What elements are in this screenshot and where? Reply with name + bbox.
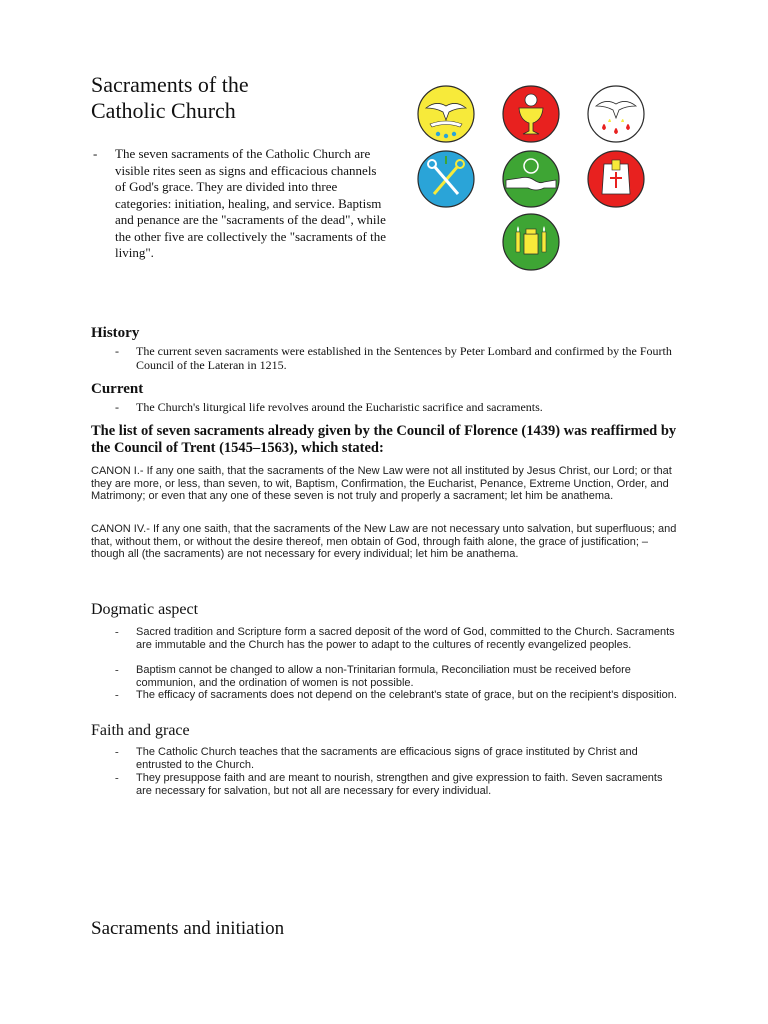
council-heading: The list of seven sacraments already given by the Council of Florence (1439) was reaffirmed by the Council of Trent (1545–1563), which stated: bbox=[91, 423, 677, 456]
faith-heading: Faith and grace bbox=[91, 722, 190, 739]
dove-with-water-emblem bbox=[418, 86, 474, 142]
bullet-dash: - bbox=[115, 772, 119, 784]
current-item-text: The Church's liturgical life revolves around the Eucharistic sacrifice and sacraments. bbox=[136, 400, 543, 414]
crossed-keys-emblem bbox=[418, 151, 474, 207]
bullet-dash: - bbox=[115, 626, 119, 638]
dogmatic-item-text: Baptism cannot be changed to allow a non-Trinitarian formula, Reconciliation must be received before communion, and the ordination of women is not possible. bbox=[136, 664, 631, 689]
canon-i-paragraph: CANON I.- If any one saith, that the sacraments of the New Law were not all instituted by Jesus Christ, our Lord; or that they are more, or less, than seven, to wit, Baptism, Confirmation, the Eucharist, Penance, Extreme Unction, Order, and Matrimony; or even that any one of these seven is not truly and properly a sacrament; let him be anathema. bbox=[91, 465, 672, 503]
faith-item-text: The Catholic Church teaches that the sacraments are efficacious signs of grace instituted by Christ and entrusted to the Church. bbox=[136, 746, 638, 771]
bullet-dash: - bbox=[115, 344, 119, 358]
history-item-text: The current seven sacraments were established in the Sentences by Peter Lombard and confirmed by the Fourth Council of the Lateran in 1215. bbox=[136, 344, 672, 372]
list-item bbox=[115, 400, 676, 414]
bullet-dash: - bbox=[115, 689, 119, 701]
initiation-heading: Sacraments and initiation bbox=[91, 918, 285, 939]
sacrament-emblems bbox=[416, 84, 646, 274]
canon-iv-paragraph: CANON IV.- If any one saith, that the sacraments of the New Law are not necessary unto salvation, but superfluous; and that, without them, or without the desire thereof, men obtain of God, through faith alone, the grace of justification; – though all (the sacraments) are not necessary for every individual; let him be anathema. bbox=[91, 523, 677, 561]
dove-with-flames-emblem bbox=[588, 86, 644, 142]
current-heading: Current bbox=[91, 381, 144, 397]
bullet-dash: - bbox=[115, 400, 119, 414]
page-title-line-1: Sacraments of the bbox=[91, 72, 249, 97]
dogmatic-item-text: Sacred tradition and Scripture form a sacred deposit of the word of God, committed to the Church. Sacraments are immutable and the Church has the power to adapt to the cultures of recently evangelized peoples. bbox=[136, 626, 675, 651]
list-item bbox=[115, 772, 681, 797]
stole-and-anointing-emblem bbox=[588, 151, 644, 207]
dogmatic-heading: Dogmatic aspect bbox=[91, 601, 199, 618]
page-title bbox=[91, 72, 391, 124]
list-item bbox=[115, 746, 681, 771]
bullet-dash: - bbox=[115, 664, 119, 676]
faith-item-text: They presuppose faith and are meant to nourish, strengthen and give expression to faith. Seven sacraments are necessary for salvation, but not all are necessary for every individual. bbox=[136, 772, 663, 797]
intro-paragraph bbox=[93, 146, 387, 262]
history-heading: History bbox=[91, 325, 140, 341]
intro-text: The seven sacraments of the Catholic Church are visible rites seen as signs and efficacious channels of God's grace. They are divided into three categories: initiation, healing, and service. Baptism and penance are the "sacraments of the dead", while the other five are collectively the "sacraments of the living". bbox=[115, 146, 386, 260]
list-item bbox=[115, 664, 681, 689]
chalice-and-host-emblem bbox=[503, 86, 559, 142]
candles-and-oil-emblem bbox=[503, 214, 559, 270]
list-item bbox=[115, 626, 681, 651]
dogmatic-item-text: The efficacy of sacraments does not depend on the celebrant's state of grace, but on the recipient's disposition. bbox=[136, 689, 677, 701]
bullet-dash: - bbox=[115, 746, 119, 758]
list-item bbox=[115, 689, 681, 702]
bullet-dash: - bbox=[93, 146, 98, 161]
list-item bbox=[115, 344, 676, 372]
page-title-line-2: Catholic Church bbox=[91, 98, 236, 123]
joined-hands-emblem bbox=[503, 151, 559, 207]
